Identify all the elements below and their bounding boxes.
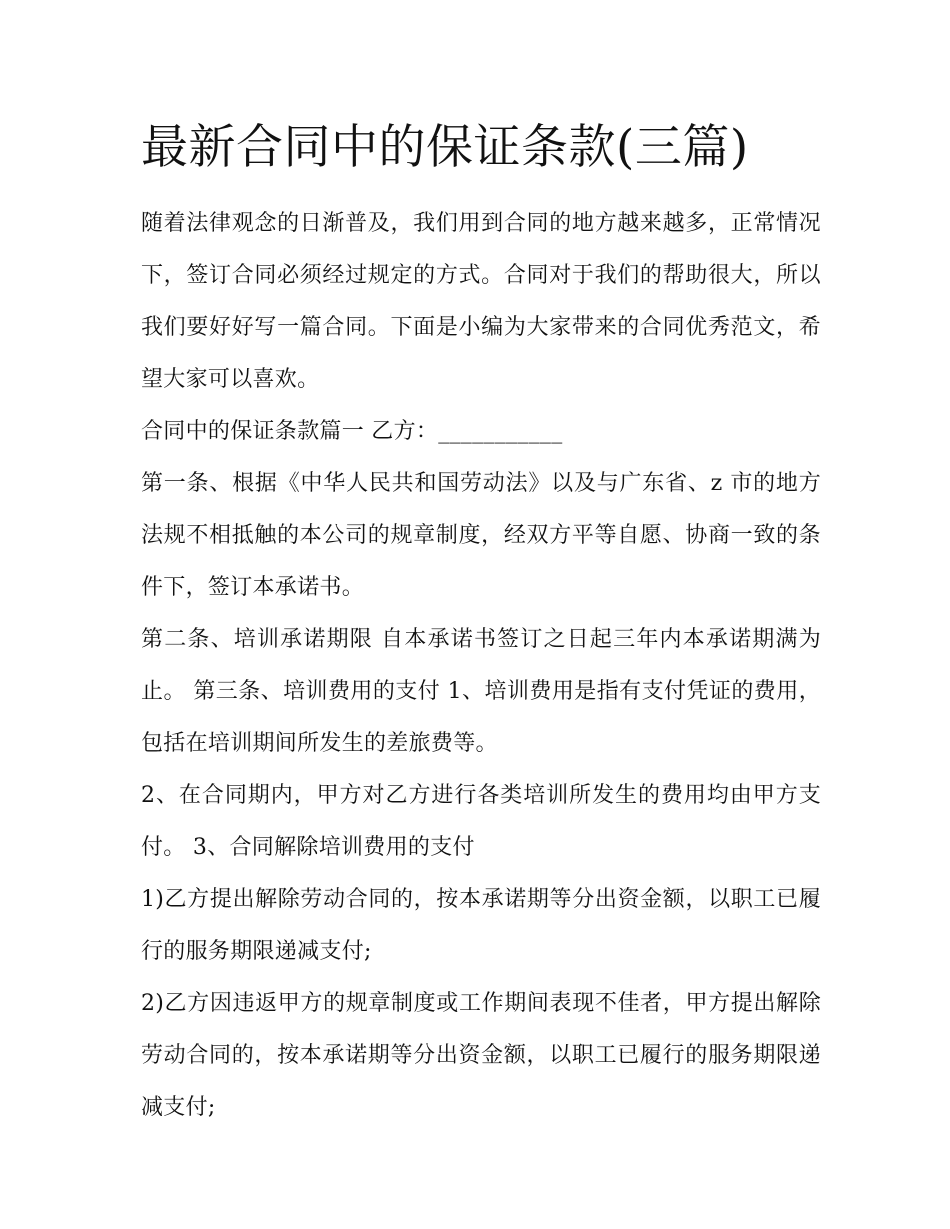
intro-paragraph: 随着法律观念的日渐普及，我们用到合同的地方越来越多，正常情况下，签订合同必须经过规定的方式。合同对于我们的帮助很大，所以我们要好好写一篇合同。下面是小编为大家带来的合同优秀范文，希望大家可以喜欢。 — [141, 211, 821, 392]
article-two-three-paragraph: 第二条、培训承诺期限 自本承诺书签订之日起三年内本承诺期满为止。 第三条、培训费用的支付 1、培训费用是指有支付凭证的费用，包括在培训期间所发生的差旅费等。 — [141, 627, 821, 756]
clause-2-paragraph: 2、在合同期内，甲方对乙方进行各类培训所发生的费用均由甲方支付。 3、合同解除培训费用的支付 — [141, 783, 821, 860]
clause-1-sub-paragraph: 1)乙方提出解除劳动合同的，按本承诺期等分出资金额，以职工已履行的服务期限递减支付; — [141, 887, 821, 964]
section-heading-party-b: 合同中的保证条款篇一 乙方：___________ — [141, 419, 563, 444]
document-title: 最新合同中的保证条款(三篇) — [141, 120, 749, 175]
clause-2-sub-paragraph: 2)乙方因违返甲方的规章制度或工作期间表现不佳者，甲方提出解除劳动合同的，按本承诺期等分出资金额，以职工已履行的服务期限递减支付; — [141, 991, 821, 1120]
article-one-paragraph: 第一条、根据《中华人民共和国劳动法》以及与广东省、z 市的地方法规不相抵触的本公司的规章制度，经双方平等自愿、协商一致的条件下，签订本承诺书。 — [141, 471, 821, 600]
document-content — [141, 112, 821, 1134]
